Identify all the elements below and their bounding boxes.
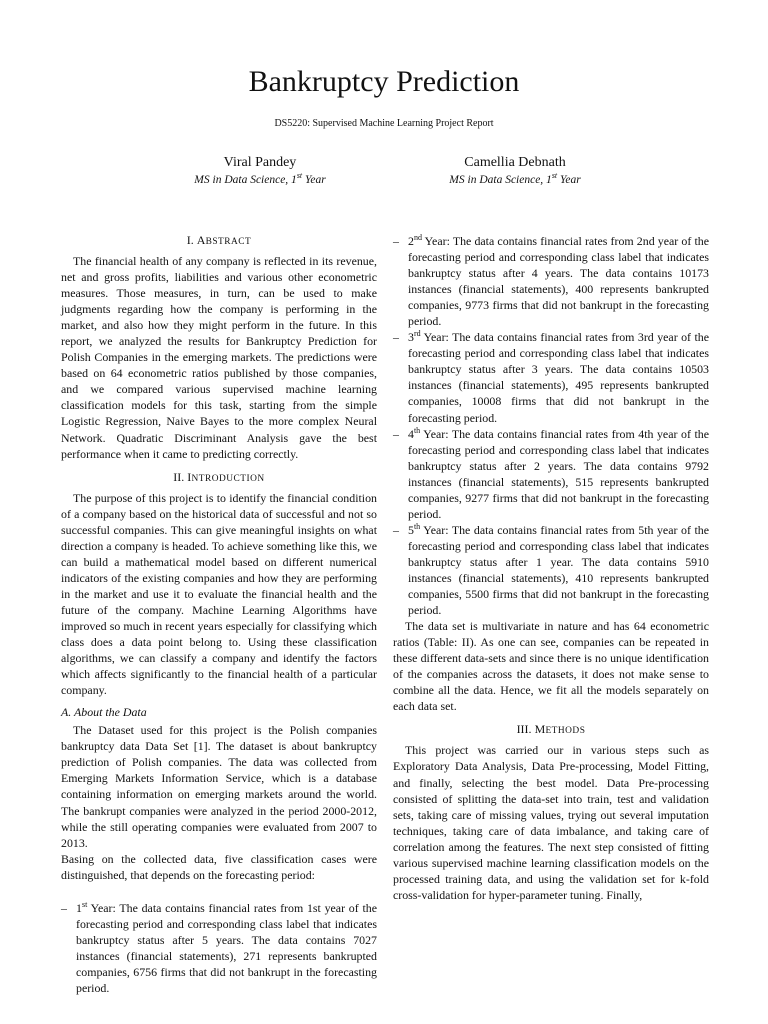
about-data-paragraph: The data set is multivariate in nature and has 64 econometric ratios (Table: II). As one can see, companies can be repeated in these different data-sets and since there is no unique identification of the companies across the datasets, it does not make sense to combine all the data. Hence, we fit all the models separately on each data set. (393, 619, 709, 714)
forecast-year-item: – 1st Year: The data contains financial rates from 1st year of the forecasting period and corresponding class label that indicates bankruptcy status after 5 years. The data contains 7027 instances (financial statements), 271 represents bankrupted companies, 6756 firms that did not bankrupt in the forecasting period. (61, 899, 377, 995)
author-name: Camellia Debnath (464, 155, 566, 170)
forecast-year-list (393, 233, 709, 618)
author-affiliation: MS in Data Science, 1st Year (449, 171, 581, 186)
forecast-year-item: – 2nd Year: The data contains financial rates from 2nd year of the forecasting period and corresponding class label that indicates bankruptcy status after 4 years. The data contains 10173 instances (financial statements), 400 represents bankrupted companies, 9773 firms that did not bankrupt in the forecasting period. (393, 233, 709, 329)
methods-text: This project was carried our in various steps such as Exploratory Data Analysis, Data Pre-processing, Model Fitting, and finally, selecting the best model. Data Pre-processing consisted of splitting the data-set into train, test and validation sets, taking care of missing values, trying out several imputation techniques, taking care of data imbalance, and taking care of correlation among the features. The next step consisted of fitting various supervised machine learning classification models on the processed training data, and using the validation set for k-fold cross-validation for hyper-parameter tuning. Finally, (393, 743, 709, 902)
about-data-paragraph: The Dataset used for this project is the Polish companies bankruptcy data Data Set [1]. The dataset is about bankruptcy prediction of Polish companies. The data was collected from Emerging Markets Information Service, which is a database containing information on emerging markets around the world. The bankrupt companies were analyzed in the period 2000-2012, while the still operating companies were evaluated from 2007 to 2013. (61, 723, 377, 850)
forecast-year-item: – 3rd Year: The data contains financial rates from 3rd year of the forecasting period and corresponding class label that indicates bankruptcy status after 3 years. The data contains 10503 instances (financial statements), 495 represents bankrupted companies, 10008 firms that did not bankrupt in the forecasting period. (393, 329, 709, 425)
introduction-text: The purpose of this project is to identify the financial condition of a company based on the historical data of successful and not so successful companies. This can give meaningful insights on what direction a company is headed. To achieve something like this, we can build a mathematical model based on different numerical indicators of the existing companies and how they are performing in the market and use it to evaluate the financial health and the future of the company. Machine Learning Algorithms have improved so much in recent years especially for classifying which class does a data point belong to. Using these classification algorithms, we can classify a company and identify the factors which affects significantly to the financial health of a particular company. (61, 490, 377, 698)
author-block (385, 154, 645, 189)
about-data-paragraph: Basing on the collected data, five classification cases were distinguished, that depends on the forecasting period: (61, 851, 377, 882)
author-name: Viral Pandey (223, 155, 297, 170)
subsection-heading-about-data: A. About the Data (61, 705, 147, 720)
section-heading-abstract: I. ABSTRACT (186, 233, 252, 247)
section-heading-introduction: II. INTRODUCTION (173, 469, 265, 484)
paper-subtitle: DS5220: Supervised Machine Learning Project Report (274, 118, 494, 129)
section-heading-methods: III. METHODS (516, 722, 586, 737)
left-column (61, 231, 377, 996)
author-block (130, 154, 390, 189)
forecast-year-list (61, 900, 377, 996)
abstract-text: The financial health of any company is reflected in its revenue, net and gross profits, liabilities and various other econometric measures. Those measures, in turn, can be used to make judgments regarding how the company is performing in the market, and also how they might perform in the future. In this report, we analyzed the results for Bankruptcy Prediction for Polish Companies in the emerging markets. The predictions were based on 64 econometric ratios published by those companies, and we compared various supervised machine learning classification models for this task, starting from the simple Logistic Regression, Naive Bayes to the more complex Neural Network. Quadratic Discriminant Analysis gave the best performance when it came to predicting correctly. (61, 254, 377, 461)
forecast-year-item: – 5th Year: The data contains financial rates from 5th year of the forecasting period and corresponding class label that indicates bankruptcy status after 1 year. The data contains 5910 instances (financial statements), 410 represents bankrupted companies, 5500 firms that did not bankrupt in the forecasting period. (393, 521, 709, 618)
paper-title: Bankruptcy Prediction (248, 65, 520, 98)
right-column (393, 233, 709, 903)
author-affiliation: MS in Data Science, 1st Year (194, 171, 326, 186)
forecast-year-item: – 4th Year: The data contains financial rates from 4th year of the forecasting period and corresponding class label that indicates bankruptcy status after 2 years. The data contains 9792 instances (financial statements), 515 represents bankrupted companies, 9277 firms that did not bankrupt in the forecasting period. (393, 425, 709, 521)
